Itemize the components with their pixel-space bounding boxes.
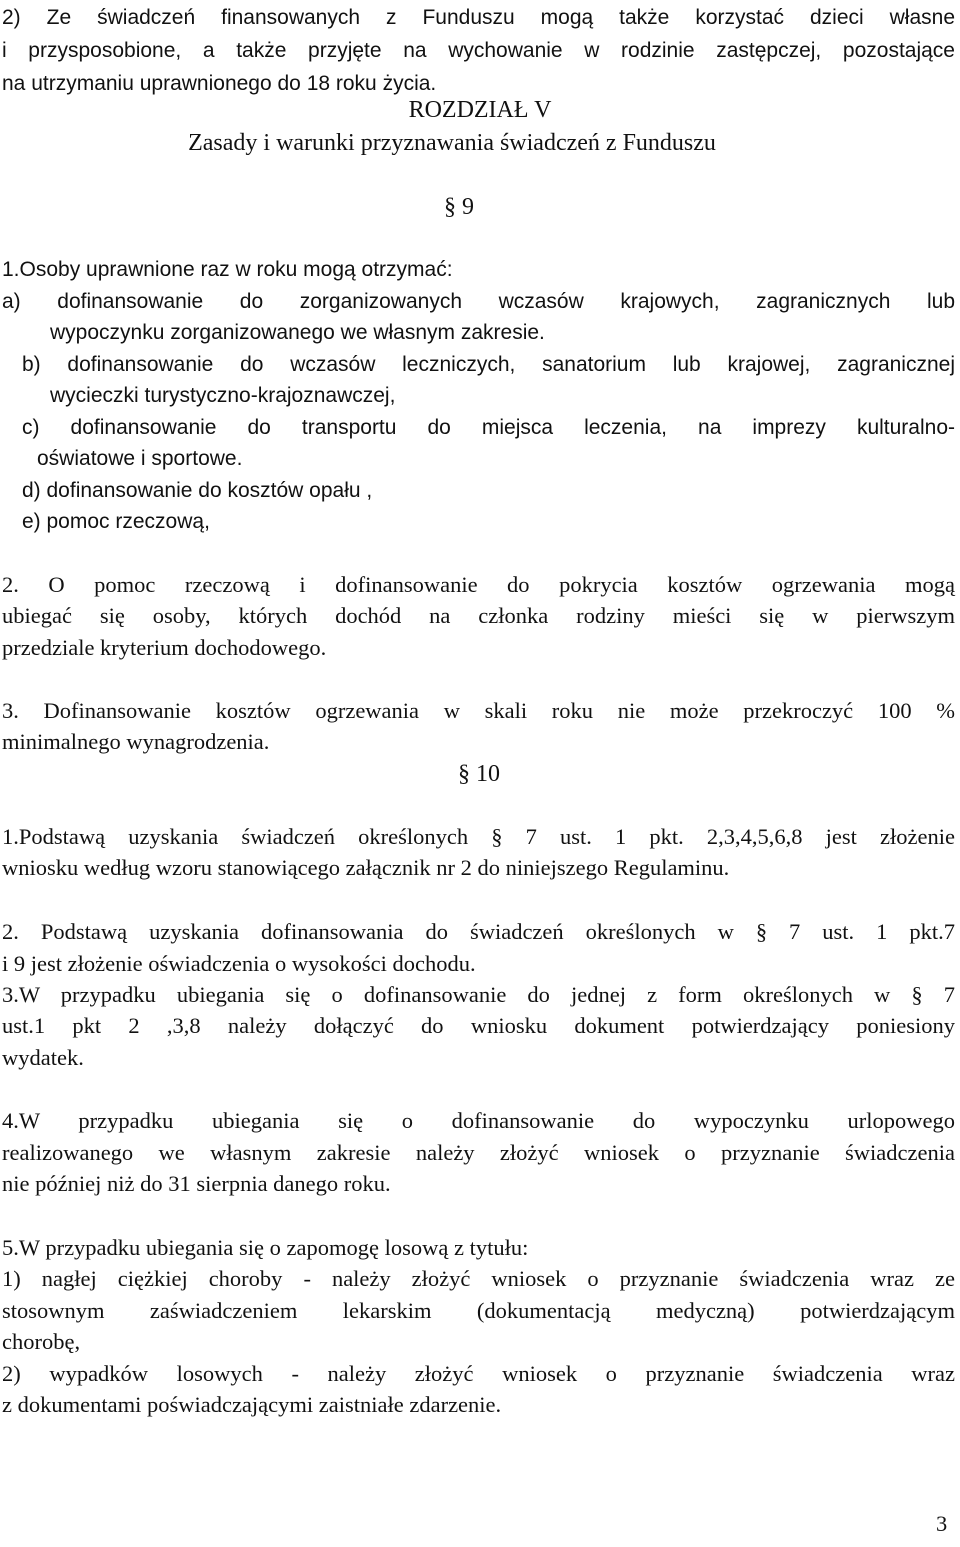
paragraph-line: z dokumentami poświadczającymi zaistniałe zdarzenie. <box>2 1392 502 1417</box>
paragraph-line: wydatek. <box>2 1045 84 1070</box>
list-item-a-cont: wypoczynku zorganizowanego we własnym zakresie. <box>50 321 545 344</box>
intro-line: i przysposobione, a także przyjęte na wychowanie w rodzinie zastępczej, pozostające <box>2 39 955 62</box>
paragraph-line: 2. O pomoc rzeczową i dofinansowanie do pokrycia kosztów ogrzewania mogą <box>2 572 955 597</box>
paragraph-line: 1.Osoby uprawnione raz w roku mogą otrzymać: <box>2 258 453 281</box>
paragraph-line: 1.Podstawą uzyskania świadczeń określonych § 7 ust. 1 pkt. 2,3,4,5,6,8 jest złożenie <box>2 824 955 849</box>
paragraph-line: 3.W przypadku ubiegania się o dofinansowanie do jednej z form określonych w § 7 <box>2 982 955 1007</box>
chapter-title: ROZDZIAŁ V <box>408 97 552 123</box>
paragraph-line: przedziale kryterium dochodowego. <box>2 635 327 660</box>
list-item-c: c) dofinansowanie do transportu do miejsca leczenia, na imprezy kulturalno- <box>22 416 955 439</box>
list-item-c-cont: oświatowe i sportowe. <box>37 447 243 470</box>
paragraph-line: realizowanego we własnym zakresie należy złożyć wniosek o przyznanie świadczenia <box>2 1140 955 1165</box>
intro-line: na utrzymaniu uprawnionego do 18 roku życia. <box>2 72 437 95</box>
chapter-subtitle: Zasady i warunki przyznawania świadczeń z Funduszu <box>188 130 716 156</box>
paragraph-line: 3. Dofinansowanie kosztów ogrzewania w skali roku nie może przekroczyć 100 % <box>2 698 955 723</box>
intro-line: 2) Ze świadczeń finansowanych z Funduszu mogą także korzystać dzieci własne <box>2 6 955 29</box>
list-item-d: d) dofinansowanie do kosztów opału , <box>22 479 373 502</box>
list-item-b-cont: wycieczki turystyczno-krajoznawczej, <box>50 384 396 407</box>
paragraph-line: stosownym zaświadczeniem lekarskim (dokumentacją medyczną) potwierdzającym <box>2 1298 955 1323</box>
paragraph-line: 2. Podstawą uzyskania dofinansowania do świadczeń określonych w § 7 ust. 1 pkt.7 <box>2 919 955 944</box>
section-heading-10: § 10 <box>458 761 500 787</box>
page-number: 3 <box>936 1511 948 1536</box>
paragraph-line: ubiegać się osoby, których dochód na członka rodziny mieści się w pierwszym <box>2 603 955 628</box>
paragraph-line: 5.W przypadku ubiegania się o zapomogę losową z tytułu: <box>2 1235 529 1260</box>
paragraph-line: minimalnego wynagrodzenia. <box>2 729 270 754</box>
list-item-b: b) dofinansowanie do wczasów leczniczych, sanatorium lub krajowej, zagranicznej <box>22 353 955 376</box>
paragraph-line: wniosku według wzoru stanowiącego załącznik nr 2 do niniejszego Regulaminu. <box>2 855 730 880</box>
list-item-e: e) pomoc rzeczową, <box>22 510 210 533</box>
paragraph-line: nie później niż do 31 sierpnia danego roku. <box>2 1171 391 1196</box>
paragraph-line: i 9 jest złożenie oświadczenia o wysokości dochodu. <box>2 951 476 976</box>
paragraph-line: 1) nagłej ciężkiej choroby - należy złożyć wniosek o przyznanie świadczenia wraz ze <box>2 1266 955 1291</box>
section-heading-9: § 9 <box>444 194 474 220</box>
list-item-a: a) dofinansowanie do zorganizowanych wczasów krajowych, zagranicznych lub <box>2 290 955 313</box>
paragraph-line: chorobę, <box>2 1329 81 1354</box>
paragraph-line: 4.W przypadku ubiegania się o dofinansowanie do wypoczynku urlopowego <box>2 1108 955 1133</box>
paragraph-line: ust.1 pkt 2 ,3,8 należy dołączyć do wniosku dokument potwierdzający poniesiony <box>2 1013 955 1038</box>
paragraph-line: 2) wypadków losowych - należy złożyć wniosek o przyznanie świadczenia wraz <box>2 1361 955 1386</box>
